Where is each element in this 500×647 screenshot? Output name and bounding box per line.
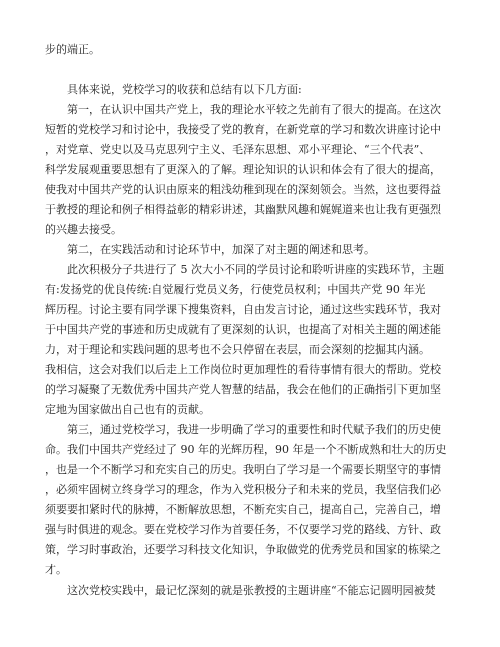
text-line: 力，对于理论和实践问题的思考也不会只停留在表层，而会深刻的挖掘其内涵。 bbox=[45, 343, 430, 356]
text-line: 第三，通过党校学习，我进一步明确了学习的重要性和时代赋予我们的历史使 bbox=[67, 423, 441, 436]
text-line: ，对党章、党史以及马克思列宁主义、毛泽东思想、邓小平理论、“三个代表”、 bbox=[45, 143, 431, 156]
text-line: 的学习凝聚了无数优秀中国共产党人智慧的结晶，我会在他们的正确指引下更加坚 bbox=[45, 383, 441, 396]
text-line: 第一，在认识中国共产党上，我的理论水平较之先前有了很大的提高。在这次 bbox=[67, 103, 441, 116]
text-line: 强与时俱进的观念。要在党校学习作为首要任务，不仅要学习党的路线、方针、政 bbox=[45, 523, 441, 536]
text-line: 于教授的理论和例子相得益彰的精彩讲述，其幽默风趣和娓娓道来也让我有更强烈 bbox=[45, 203, 441, 216]
text-line: 定地为国家做出自己也有的贡献。 bbox=[45, 403, 210, 416]
text-line: 我相信，这会对我们以后走上工作岗位时更加理性的看待事情有很大的帮助。党校 bbox=[45, 363, 441, 376]
text-line: 策，学习时事政治，还要学习科技文化知识，争取做党的优秀党员和国家的栋梁之 bbox=[45, 543, 441, 556]
text-line: 这次党校实践中，最记忆深刻的就是张教授的主题讲座“不能忘记圆明园被焚 bbox=[67, 584, 436, 597]
text-line: 才。 bbox=[45, 563, 67, 576]
text-line: 步的端正。 bbox=[45, 43, 100, 56]
text-line: 须要要扣紧时代的脉搏，不断解放思想，不断充实自己，提高自己，完善自己，增 bbox=[45, 503, 441, 516]
text-line: 科学发展观重要思想有了更深入的了解。理论知识的认识和体会有了很大的提高， bbox=[45, 163, 441, 176]
text-line: 第二，在实践活动和讨论环节中，加深了对主题的阐述和思考。 bbox=[67, 243, 375, 256]
text-line: 使我对中国共产党的认识由原来的粗浅幼稚到现在的深刻领会。当然，这也要得益 bbox=[45, 183, 441, 196]
text-line: 命。我们中国共产党经过了 90 年的光辉历程，90 年是一个不断成熟和壮大的历史 bbox=[45, 443, 447, 456]
text-line: 有:发扬党的优良传统:自觉履行党员义务，行使党员权利；中国共产党 90 年光 bbox=[45, 283, 426, 296]
text-line: 于中国共产党的事迹和历史成就有了更深刻的认识，也提高了对相关主题的阐述能 bbox=[45, 323, 441, 336]
text-line: ，必须牢固树立终身学习的理念，作为入党积极分子和未来的党员，我坚信我们必 bbox=[45, 483, 441, 496]
text-line: 的兴趣去接受。 bbox=[45, 223, 122, 236]
text-line: 短暂的党校学习和讨论中，我接受了党的教育，在新党章的学习和数次讲座讨论中 bbox=[45, 123, 441, 136]
text-line: 具体来说，党校学习的收获和总结有以下几方面: bbox=[67, 83, 302, 96]
text-line: ，也是一个不断学习和充实自己的历史。我明白了学习是一个需要长期坚守的事情 bbox=[45, 463, 441, 476]
text-line: 辉历程。讨论主要有同学课下搜集资料，自由发言讨论，通过这些实践环节，我对 bbox=[45, 303, 441, 316]
text-line: 此次积极分子共进行了 5 次大小不同的学员讨论和聆听讲座的实践环节，主题 bbox=[67, 263, 444, 276]
